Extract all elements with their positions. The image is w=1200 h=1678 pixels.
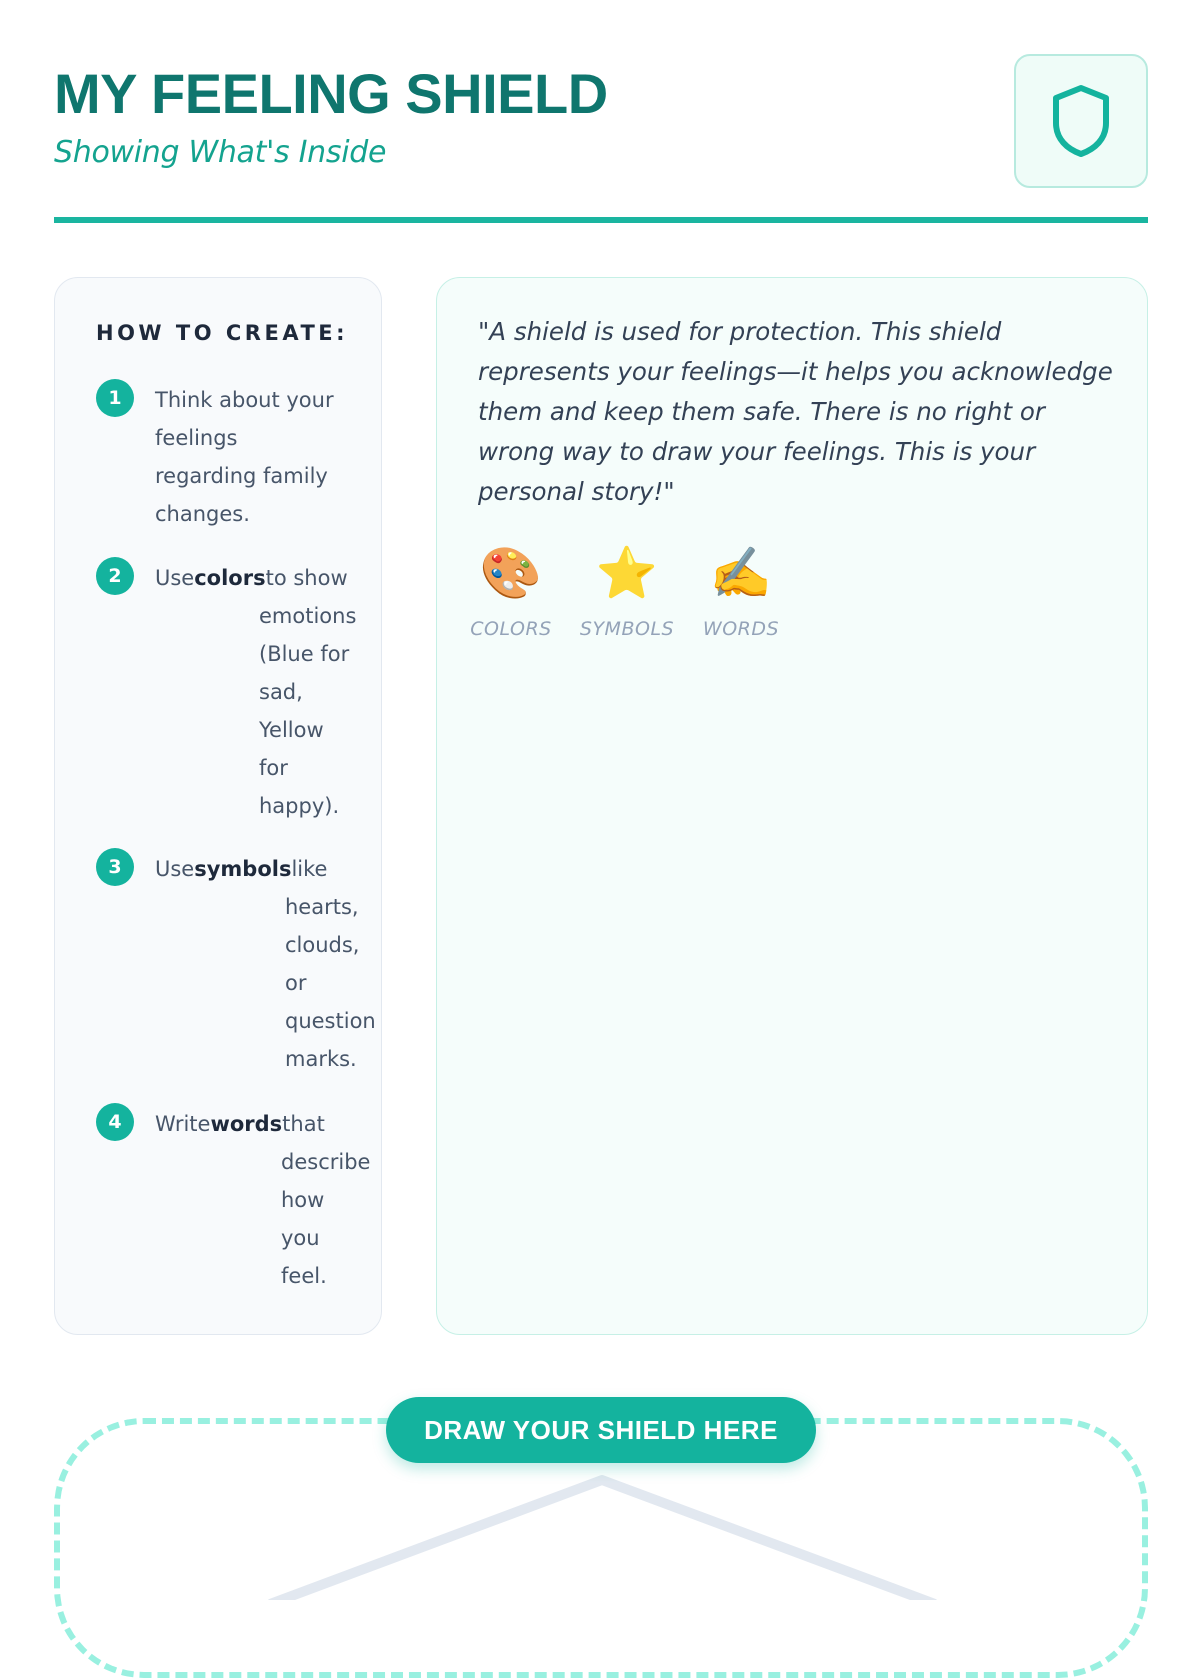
writing-hand-icon: ✍️ <box>709 544 773 602</box>
step-line: emotions <box>259 604 357 628</box>
palette-icon: 🎨 <box>479 544 543 602</box>
step-line: describe <box>281 1150 371 1174</box>
step-line: how <box>281 1188 325 1212</box>
intro-quote: "A shield is used for protection. This shield represents your feelings—it helps you acknowledge them and keep them safe. There is no right or wrong way to draw your feelings. This is your personal story!" <box>478 317 1113 506</box>
step-text <box>155 1105 370 1295</box>
step-keyword: colors <box>194 566 266 590</box>
page-header <box>54 60 1148 220</box>
step-line: (Blue for <box>259 642 350 666</box>
step-text <box>155 850 376 1078</box>
page-title: MY FEELING SHIELD <box>54 62 608 125</box>
page-subtitle: Showing What's Inside <box>54 135 387 170</box>
tool-symbols <box>579 540 675 640</box>
step-word: Write <box>155 1112 211 1136</box>
step-line: marks. <box>285 1047 357 1071</box>
tool-label: WORDS <box>702 618 780 640</box>
step-keyword: symbols <box>194 857 292 881</box>
step-1-text: Think about your feelings regarding family changes. <box>155 388 334 526</box>
intro-card <box>436 277 1148 1335</box>
step-word: Use <box>155 566 195 590</box>
draw-shield-badge: DRAW YOUR SHIELD HERE <box>386 1397 816 1463</box>
step-line: Yellow <box>259 718 324 742</box>
tool-colors <box>463 540 559 640</box>
step-line: you <box>281 1226 320 1250</box>
star-icon: ⭐ <box>595 544 659 602</box>
step-word: that <box>282 1112 325 1136</box>
step-text <box>155 381 335 533</box>
shield-icon <box>1049 83 1113 159</box>
tool-label: COLORS <box>470 618 552 640</box>
step-line: for <box>259 756 288 780</box>
shield-logo <box>1014 54 1148 188</box>
step-keyword: words <box>210 1112 283 1136</box>
step-line: sad, <box>259 680 303 704</box>
instructions-heading: HOW TO CREATE: <box>96 321 349 345</box>
step-word: Use <box>155 857 195 881</box>
tool-label: SYMBOLS <box>579 618 675 640</box>
step-line: or <box>285 971 307 995</box>
step-line: feel. <box>281 1264 327 1288</box>
step-number: 4 <box>96 1103 134 1141</box>
step-line: hearts, <box>285 895 359 919</box>
step-text <box>155 559 356 825</box>
tool-words <box>693 540 789 640</box>
step-line: happy). <box>259 794 340 818</box>
step-word: to show <box>265 566 348 590</box>
instructions-card <box>54 277 382 1335</box>
header-divider <box>54 217 1148 223</box>
step-number: 2 <box>96 557 134 595</box>
step-line: question <box>285 1009 376 1033</box>
step-number: 3 <box>96 848 134 886</box>
step-number: 1 <box>96 379 134 417</box>
step-word: like <box>291 857 328 881</box>
step-line: clouds, <box>285 933 360 957</box>
